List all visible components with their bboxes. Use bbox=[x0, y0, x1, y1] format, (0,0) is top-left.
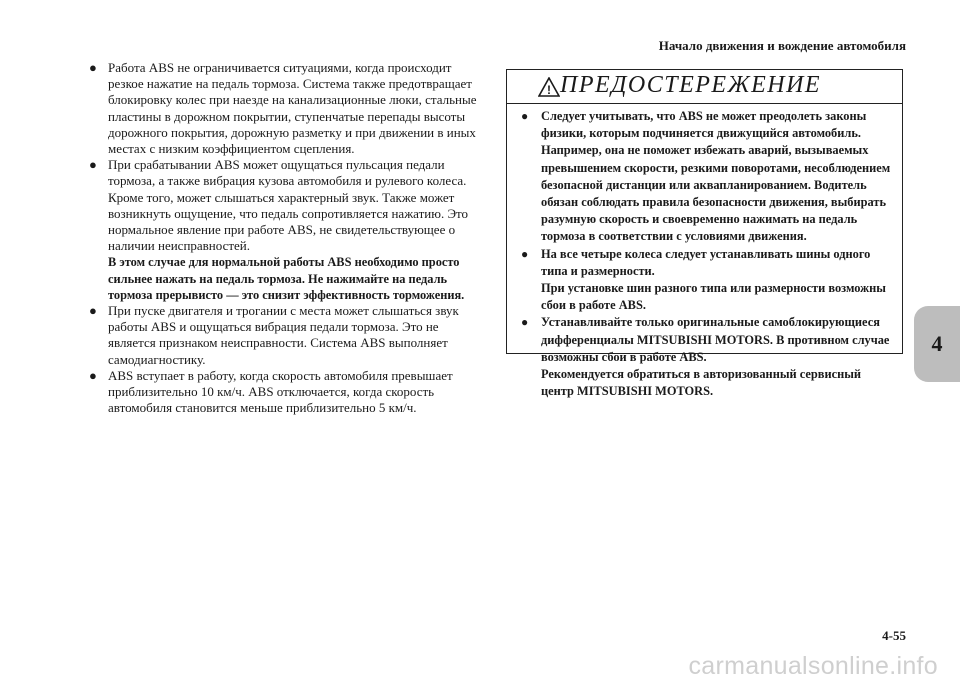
item-note: В этом случае для нормальной работы ABS необходимо просто сильнее нажать на педаль тормоза. Не нажимайте на педаль тормоза прерывисто — это снизит эффективность торможения. bbox=[108, 255, 465, 302]
warning-item-text: Следует учитывать, что ABS не может преодолеть законы физики, которым подчиняется движущийся автомобиль. Например, она не поможет избежать аварий, вызываемых превышением скорости, резкими поворотами, несоблюдением безопасной дистанции или аквапланированием. Водитель обязан соблюдать правила безопасности движения, выбирать разумную скорость и своевременно нажимать на педаль тормоза в соответствии с условиями движения. bbox=[541, 109, 891, 244]
bullet-icon: ● bbox=[89, 367, 97, 383]
warning-exclamation: ! bbox=[547, 83, 551, 97]
warning-item-text: На все четыре колеса следует устанавливать шины одного типа и размерности. bbox=[541, 246, 871, 278]
bullet-icon: ● bbox=[89, 60, 97, 75]
warning-item bbox=[521, 246, 894, 315]
bullet-icon: ● bbox=[89, 303, 97, 319]
item-text: При срабатывании ABS может ощущаться пульсация педали тормоза, а также вибрация кузова автомобиля и рулевого колеса. Кроме того, может слышаться характерный звук. Также может возникнуть ощущение, что педаль сопротивляется нажатию. Это нормальное явление при работе ABS, не свидетельствующее о наличии неисправностей. bbox=[108, 157, 469, 254]
page-header-title: Начало движения и вождение автомобиля bbox=[658, 38, 906, 53]
list-item bbox=[88, 368, 480, 417]
warning-triangle-icon bbox=[538, 77, 560, 97]
list-item bbox=[88, 157, 480, 303]
warning-item bbox=[521, 108, 894, 246]
bullet-icon: ● bbox=[89, 157, 97, 173]
item-text: При пуске двигателя и трогании с места может слышаться звук работы ABS и ощущаться вибрация педали тормоза. Это не является признаком неисправности. Система ABS выполняет самодиагностику. bbox=[108, 303, 459, 367]
list-item bbox=[88, 303, 480, 368]
watermark: carmanualsonline.info bbox=[688, 652, 938, 680]
warning-title: ПРЕДОСТЕРЕЖЕНИЕ bbox=[560, 72, 822, 98]
bullet-icon: ● bbox=[521, 246, 529, 261]
list-item bbox=[88, 60, 480, 157]
chapter-tab: 4 bbox=[914, 306, 960, 382]
warning-item-note: При установке шин разного типа или размерности возможны сбои в работе ABS. bbox=[541, 281, 886, 313]
warning-box bbox=[506, 69, 903, 399]
warning-item-text: Устанавливайте только оригинальные самоблокирующиеся дифференциалы MITSUBISHI MOTORS. В противном случае возможны сбои в работе ABS. bbox=[541, 315, 890, 364]
bullet-icon: ● bbox=[521, 315, 529, 330]
warning-item bbox=[521, 314, 894, 400]
page-number: 4-55 bbox=[882, 628, 906, 643]
warning-body bbox=[507, 104, 902, 400]
warning-item-note: Рекомендуется обратиться в авторизованный сервисный центр MITSUBISHI MOTORS. bbox=[541, 367, 862, 399]
item-text: Работа ABS не ограничивается ситуациями, когда происходит резкое нажатие на педаль тормоза. Система также предотвращает блокировку колес при наезде на канализационные люки, стальные пластины в дорожном покрытии, ступенчатые перепады высоты дорожного покрытия, дорожную разметку и при движении в иных местах с низким коэффициентом сцепления. bbox=[108, 60, 477, 157]
main-text-column bbox=[88, 60, 480, 416]
warning-header bbox=[507, 70, 902, 104]
bullet-icon: ● bbox=[521, 109, 529, 123]
item-text: ABS вступает в работу, когда скорость автомобиля превышает приблизительно 10 км/ч. ABS отключается, когда скорость автомобиля становится меньше приблизительно 5 км/ч. bbox=[108, 367, 453, 416]
